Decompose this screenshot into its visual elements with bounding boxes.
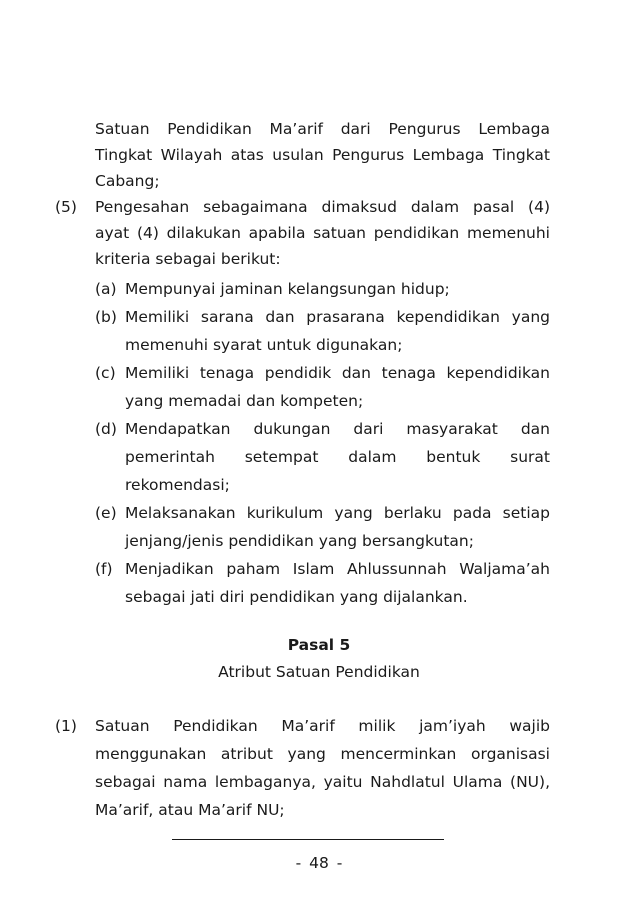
text-line: menggunakan atribut yang mencerminkan organisasi [95,745,550,763]
section-heading: Pasal 5 [287,636,351,654]
page-number: - 48 - [295,854,343,872]
section-subtitle: Atribut Satuan Pendidikan [218,663,420,681]
text-line: Menjadikan paham Islam Ahlussunnah Waljama’ah [125,560,550,578]
text-line: sebagai jati diri pendidikan yang dijalankan. [125,588,468,606]
text-line: pemerintah setempat dalam bentuk surat [125,448,550,466]
subitem-letter: (b) [95,308,117,326]
item-number: (1) [55,717,77,735]
text-line: Tingkat Wilayah atas usulan Pengurus Lembaga Tingkat [95,146,550,164]
text-line: Pengesahan sebagaimana dimaksud dalam pasal (4) [95,198,550,216]
text-line: jenjang/jenis pendidikan yang bersangkutan; [125,532,474,550]
text-line: yang memadai dan kompeten; [125,392,364,410]
text-line: Melaksanakan kurikulum yang berlaku pada setiap [125,504,550,522]
subitem-letter: (c) [95,364,116,382]
text-line: Memiliki tenaga pendidik dan tenaga kependidikan [125,364,550,382]
subitem-letter: (f) [95,560,113,578]
text-line: Satuan Pendidikan Ma’arif dari Pengurus Lembaga [95,120,550,138]
subitem-letter: (d) [95,420,117,438]
subitem-letter: (e) [95,504,117,522]
text-line: kriteria sebagai berikut: [95,250,281,268]
text-line: Memiliki sarana dan prasarana kependidikan yang [125,308,550,326]
text-line: sebagai nama lembaganya, yaitu Nahdlatul Ulama (NU), [95,773,550,791]
text-line: Cabang; [95,172,160,190]
text-line: rekomendasi; [125,476,230,494]
subitem-letter: (a) [95,280,117,298]
text-line: Ma’arif, atau Ma’arif NU; [95,801,285,819]
text-line: Mempunyai jaminan kelangsungan hidup; [125,280,450,298]
text-line: memenuhi syarat untuk digunakan; [125,336,403,354]
text-line: ayat (4) dilakukan apabila satuan pendidikan memenuhi [95,224,550,242]
footer-rule [172,839,444,840]
text-line: Satuan Pendidikan Ma’arif milik jam’iyah wajib [95,717,550,735]
item-number: (5) [55,198,77,216]
text-line: Mendapatkan dukungan dari masyarakat dan [125,420,550,438]
